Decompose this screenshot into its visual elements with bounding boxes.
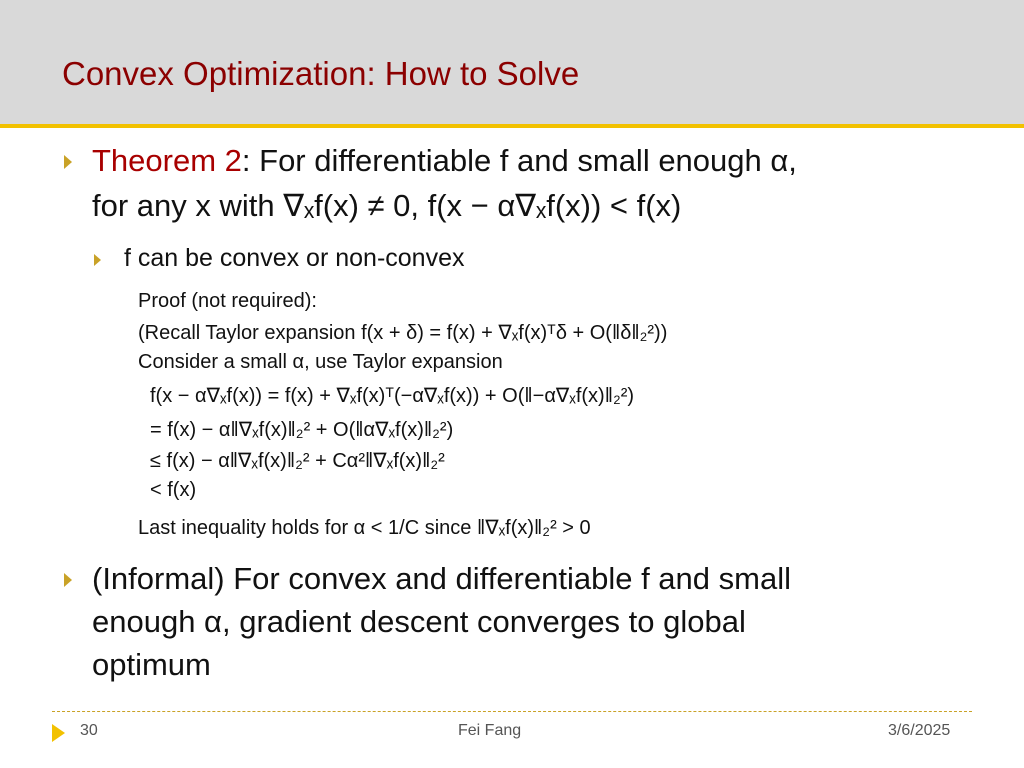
footer-divider: [52, 711, 972, 712]
page-number: 30: [80, 722, 98, 739]
sub-bullet-text: f can be convex or non-convex: [124, 244, 465, 272]
slide-title: Convex Optimization: How to Solve: [62, 55, 580, 92]
bullet-arrow-icon-2: [64, 573, 72, 587]
proof-line-8: Last inequality holds for α < 1/C since ‖∇ₓf(x)‖₂² > 0: [138, 517, 591, 539]
theorem-label: Theorem 2: [92, 143, 242, 178]
footer-author: Fei Fang: [458, 722, 522, 739]
proof-line-4: f(x − α∇ₓf(x)) = f(x) + ∇ₓf(x)ᵀ(−α∇ₓf(x)) + O(‖−α∇ₓf(x)‖₂²): [150, 385, 635, 407]
footer-date: 3/6/2025: [888, 722, 951, 739]
informal-line-3: optimum: [92, 647, 211, 682]
proof-line-7: < f(x): [150, 479, 197, 501]
proof-line-3: Consider a small α, use Taylor expansion: [138, 351, 503, 373]
proof-line-6: ≤ f(x) − α‖∇ₓf(x)‖₂² + Cα²‖∇ₓf(x)‖₂²: [150, 450, 445, 472]
footer-triangle-icon: [52, 724, 65, 742]
proof-line-5: = f(x) − α‖∇ₓf(x)‖₂² + O(‖α∇ₓf(x)‖₂²): [150, 419, 454, 441]
theorem-line-1: [92, 143, 797, 179]
title-underline: [0, 124, 1024, 128]
informal-line-2: enough α, gradient descent converges to global: [92, 604, 746, 639]
theorem-text-1: : For differentiable f and small enough α,: [241, 143, 797, 178]
theorem-line-2: for any x with ∇ₓf(x) ≠ 0, f(x − α∇ₓf(x)) < f(x): [92, 188, 682, 223]
informal-line-1: (Informal) For convex and differentiable f and small: [92, 561, 791, 596]
proof-line-2: (Recall Taylor expansion f(x + δ) = f(x) + ∇ₓf(x)ᵀδ + O(‖δ‖₂²)): [138, 322, 668, 344]
sub-bullet-arrow-icon: [94, 254, 101, 266]
proof-line-1: Proof (not required):: [138, 290, 317, 312]
bullet-arrow-icon: [64, 155, 72, 169]
